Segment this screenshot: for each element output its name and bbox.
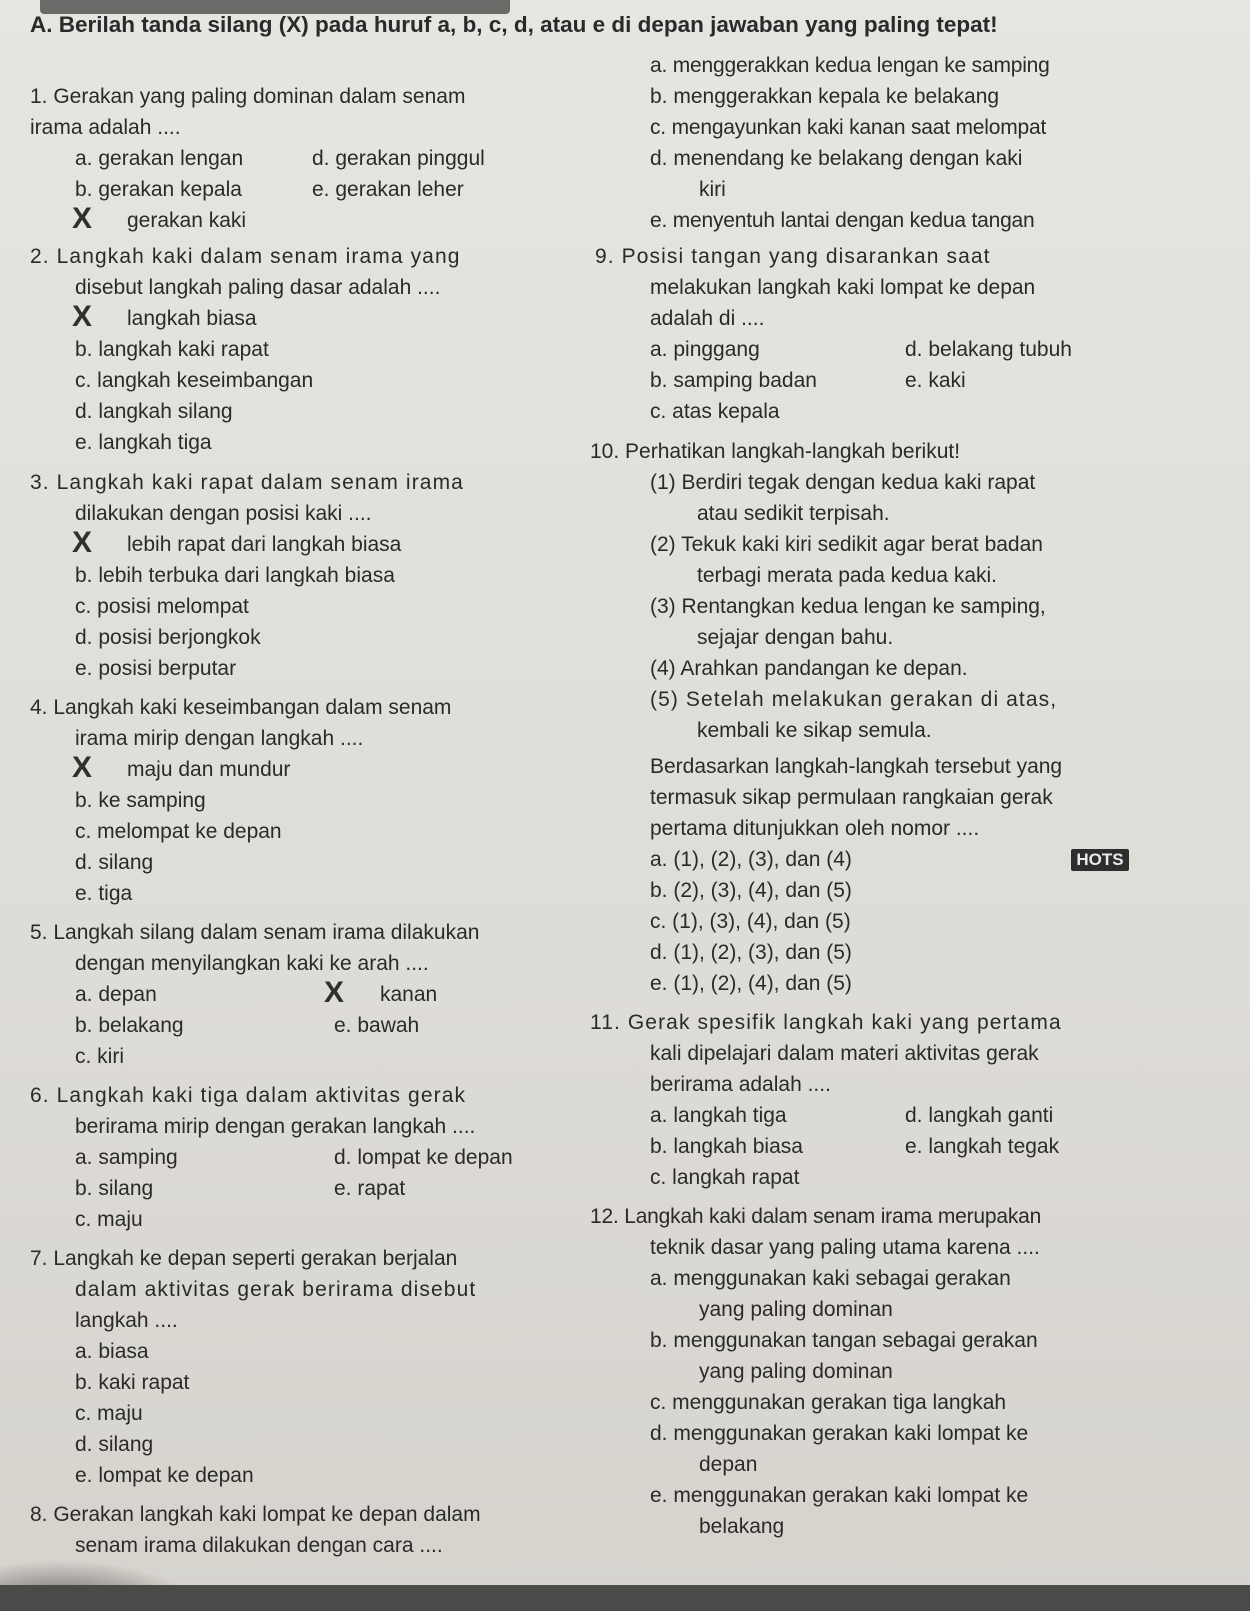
q2-option-d[interactable]: d. langkah silang (75, 400, 233, 423)
cross-mark-q3: X (72, 526, 93, 559)
q8-option-c[interactable]: c. mengayunkan kaki kanan saat melompat (650, 116, 1047, 139)
q7-stem-cont: dalam aktivitas gerak berirama disebut (75, 1278, 477, 1301)
q8-option-e[interactable]: e. menyentuh lantai dengan kedua tangan (650, 209, 1035, 232)
q10-step-1: (1) Berdiri tegak dengan kedua kaki rapat (650, 471, 1036, 494)
q4-option-b[interactable]: b. ke samping (75, 789, 206, 812)
q11-stem-cont: kali dipelajari dalam materi aktivitas gerak (650, 1042, 1039, 1065)
q12-option-b[interactable]: b. menggunakan tangan sebagai gerakan (650, 1329, 1038, 1352)
q10-option-d[interactable]: d. (1), (2), (3), dan (5) (650, 941, 852, 964)
q12-option-d[interactable]: d. menggunakan gerakan kaki lompat ke (650, 1422, 1029, 1445)
q11-option-d[interactable]: d. langkah ganti (905, 1104, 1054, 1127)
q11-option-e[interactable]: e. langkah tegak (905, 1135, 1060, 1158)
q7-option-e[interactable]: e. lompat ke depan (75, 1464, 254, 1487)
q6-stem: 6. Langkah kaki tiga dalam aktivitas gerak (30, 1084, 467, 1107)
q5-stem-cont: dengan menyilangkan kaki ke arah .... (75, 952, 429, 975)
q1-stem: 1. Gerakan yang paling dominan dalam senam (30, 85, 466, 108)
q4-option-d[interactable]: d. silang (75, 851, 154, 874)
q12-option-b-cont: yang paling dominan (699, 1360, 893, 1383)
q3-option-c[interactable]: c. posisi melompat (75, 595, 249, 618)
q7-option-d[interactable]: d. silang (75, 1433, 154, 1456)
q10-question-cont2: pertama ditunjukkan oleh nomor .... (650, 817, 980, 840)
q10-step-1-cont: atau sedikit terpisah. (697, 502, 890, 525)
q12-option-d-cont: depan (699, 1453, 758, 1476)
q8-option-d[interactable]: d. menendang ke belakang dengan kaki (650, 147, 1023, 170)
q1-option-a[interactable]: a. gerakan lengan (75, 147, 244, 170)
q10-step-5: (5) Setelah melakukan gerakan di atas, (650, 688, 1058, 711)
q9-option-e[interactable]: e. kaki (905, 369, 966, 392)
q5-option-b[interactable]: b. belakang (75, 1014, 184, 1037)
q10-option-c[interactable]: c. (1), (3), (4), dan (5) (650, 910, 851, 933)
q10-step-2: (2) Tekuk kaki kiri sedikit agar berat badan (650, 533, 1043, 556)
q7-option-a[interactable]: a. biasa (75, 1340, 149, 1363)
q12-stem: 12. Langkah kaki dalam senam irama merupakan (590, 1205, 1042, 1228)
q2-option-c[interactable]: c. langkah keseimbangan (75, 369, 314, 392)
q12-option-a-cont: yang paling dominan (699, 1298, 893, 1321)
q6-option-e[interactable]: e. rapat (334, 1177, 406, 1200)
q7-stem-cont2: langkah .... (75, 1309, 178, 1332)
cross-mark-q5: X (324, 976, 345, 1009)
q7-option-c[interactable]: c. maju (75, 1402, 143, 1425)
q5-option-e[interactable]: e. bawah (334, 1014, 420, 1037)
q10-option-e[interactable]: e. (1), (2), (4), dan (5) (650, 972, 852, 995)
q3-option-a[interactable]: lebih rapat dari langkah biasa (127, 533, 402, 556)
q9-option-d[interactable]: d. belakang tubuh (905, 338, 1072, 361)
q3-stem: 3. Langkah kaki rapat dalam senam irama (30, 471, 464, 494)
q10-stem: 10. Perhatikan langkah-langkah berikut! (590, 440, 961, 463)
hots-badge: HOTS (1071, 849, 1129, 871)
q11-option-c[interactable]: c. langkah rapat (650, 1166, 800, 1189)
bottom-edge-shadow (0, 1585, 1250, 1611)
q12-option-e[interactable]: e. menggunakan gerakan kaki lompat ke (650, 1484, 1029, 1507)
q11-stem-cont2: berirama adalah .... (650, 1073, 831, 1096)
q5-option-d[interactable]: kanan (380, 983, 438, 1006)
q8-stem-cont: senam irama dilakukan dengan cara .... (75, 1534, 443, 1557)
q10-step-2-cont: terbagi merata pada kedua kaki. (697, 564, 998, 587)
q8-option-d-cont: kiri (699, 178, 726, 201)
q6-stem-cont: berirama mirip dengan gerakan langkah .... (75, 1115, 476, 1138)
q1-option-d[interactable]: d. gerakan pinggul (312, 147, 485, 170)
q12-option-a[interactable]: a. menggunakan kaki sebagai gerakan (650, 1267, 1011, 1290)
q4-option-a[interactable]: maju dan mundur (127, 758, 291, 781)
cross-mark-q2: X (72, 300, 93, 333)
q5-option-c[interactable]: c. kiri (75, 1045, 124, 1068)
q3-option-d[interactable]: d. posisi berjongkok (75, 626, 261, 649)
q7-option-b[interactable]: b. kaki rapat (75, 1371, 190, 1394)
q1-option-e[interactable]: e. gerakan leher (312, 178, 464, 201)
cross-mark-q4: X (72, 751, 93, 784)
q2-option-e[interactable]: e. langkah tiga (75, 431, 212, 454)
q6-option-c[interactable]: c. maju (75, 1208, 143, 1231)
q10-step-4: (4) Arahkan pandangan ke depan. (650, 657, 968, 680)
q6-option-b[interactable]: b. silang (75, 1177, 154, 1200)
q6-option-a[interactable]: a. samping (75, 1146, 178, 1169)
q3-option-b[interactable]: b. lebih terbuka dari langkah biasa (75, 564, 395, 587)
q10-step-3: (3) Rentangkan kedua lengan ke samping, (650, 595, 1046, 618)
q6-option-d[interactable]: d. lompat ke depan (334, 1146, 513, 1169)
q2-stem-cont: disebut langkah paling dasar adalah .... (75, 276, 441, 299)
q2-stem: 2. Langkah kaki dalam senam irama yang (30, 245, 461, 268)
q4-option-e[interactable]: e. tiga (75, 882, 133, 905)
q2-option-a[interactable]: langkah biasa (127, 307, 257, 330)
q11-stem: 11. Gerak spesifik langkah kaki yang pertama (590, 1011, 1062, 1034)
q11-option-b[interactable]: b. langkah biasa (650, 1135, 803, 1158)
q12-stem-cont: teknik dasar yang paling utama karena .... (650, 1236, 1040, 1259)
q10-option-b[interactable]: b. (2), (3), (4), dan (5) (650, 879, 852, 902)
q5-option-a[interactable]: a. depan (75, 983, 157, 1006)
q9-option-b[interactable]: b. samping badan (650, 369, 817, 392)
q1-stem-cont: irama adalah .... (30, 116, 181, 139)
q8-option-a[interactable]: a. menggerakkan kedua lengan ke samping (650, 54, 1050, 77)
q9-option-a[interactable]: a. pinggang (650, 338, 760, 361)
q1-option-c[interactable]: gerakan kaki (127, 209, 247, 232)
q2-option-b[interactable]: b. langkah kaki rapat (75, 338, 269, 361)
q10-step-5-cont: kembali ke sikap semula. (697, 719, 932, 742)
q8-option-b[interactable]: b. menggerakkan kepala ke belakang (650, 85, 1000, 108)
q10-question-cont: termasuk sikap permulaan rangkaian gerak (650, 786, 1053, 809)
q9-stem: 9. Posisi tangan yang disarankan saat (595, 245, 991, 268)
q4-stem-cont: irama mirip dengan langkah .... (75, 727, 364, 750)
q5-stem: 5. Langkah silang dalam senam irama dilakukan (30, 921, 480, 944)
q4-option-c[interactable]: c. melompat ke depan (75, 820, 282, 843)
q10-step-3-cont: sejajar dengan bahu. (697, 626, 894, 649)
q9-stem-cont2: adalah di .... (650, 307, 765, 330)
q10-question: Berdasarkan langkah-langkah tersebut yang (650, 755, 1063, 778)
q9-option-c[interactable]: c. atas kepala (650, 400, 780, 423)
q10-option-a[interactable]: a. (1), (2), (3), dan (4) (650, 848, 852, 871)
cross-mark-q1: X (72, 202, 93, 235)
q9-stem-cont: melakukan langkah kaki lompat ke depan (650, 276, 1036, 299)
q7-stem: 7. Langkah ke depan seperti gerakan berjalan (30, 1247, 458, 1270)
q3-stem-cont: dilakukan dengan posisi kaki .... (75, 502, 372, 525)
q4-stem: 4. Langkah kaki keseimbangan dalam senam (30, 696, 452, 719)
q1-option-b[interactable]: b. gerakan kepala (75, 178, 242, 201)
q3-option-e[interactable]: e. posisi berputar (75, 657, 237, 680)
q12-option-c[interactable]: c. menggunakan gerakan tiga langkah (650, 1391, 1007, 1414)
q8-stem: 8. Gerakan langkah kaki lompat ke depan dalam (30, 1503, 481, 1526)
q11-option-a[interactable]: a. langkah tiga (650, 1104, 787, 1127)
instruction-heading: A. Berilah tanda silang (X) pada huruf a, b, c, d, atau e di depan jawaban yang paling tepat! (30, 12, 998, 37)
q12-option-e-cont: belakang (699, 1515, 785, 1538)
